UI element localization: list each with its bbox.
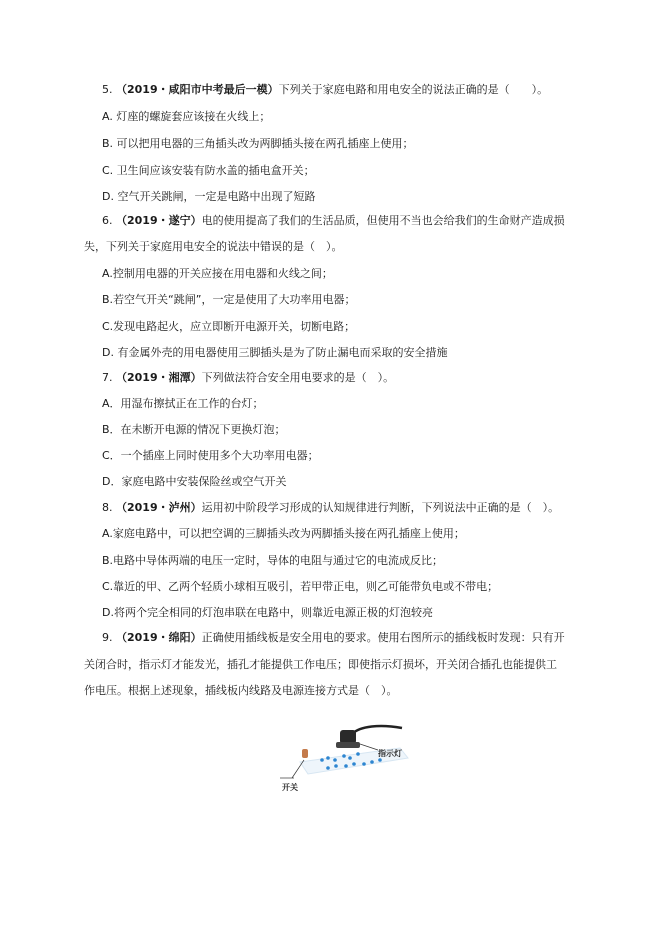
option-a: A.控制用电器的开关应接在用电器和火线之间；: [102, 267, 333, 280]
question-text: 正确使用插线板是安全用电的要求。使用右图所示的插线板时发现：只有开: [201, 631, 565, 644]
question-8-stem: [102, 500, 559, 516]
option-c: C. 卫生间应该安装有防水盖的插电盒开关；: [102, 164, 315, 177]
option-d: D．家庭电路中安装保险丝或空气开关: [102, 475, 287, 488]
switch-label: 开关: [282, 783, 298, 792]
question-7-stem: [102, 370, 394, 386]
power-strip-illustration: [280, 722, 420, 800]
option-b: B.电路中导体两端的电压一定时，导体的电阻与通过它的电流成反比；: [102, 554, 444, 567]
question-source: （2019・绵阳）: [116, 631, 202, 644]
indicator-light-label: 指示灯: [378, 749, 402, 758]
option-b: B. 可以把用电器的三角插头改为两脚插头接在两孔插座上使用；: [102, 137, 414, 150]
question-number: 7.: [102, 371, 113, 384]
option-a: A．用湿布擦拭正在工作的台灯；: [102, 397, 264, 410]
question-9-stem: [102, 630, 565, 646]
question-5-stem: [102, 82, 548, 98]
question-text: 运用初中阶段学习形成的认知规律进行判断，下列说法中正确的是（ ）。: [201, 501, 560, 514]
question-number: 5.: [102, 83, 113, 96]
question-source: （2019・泸州）: [116, 501, 202, 514]
question-number: 8.: [102, 501, 113, 514]
option-b: B．在未断开电源的情况下更换灯泡；: [102, 423, 286, 436]
question-number: 6.: [102, 214, 113, 227]
question-9-stem-cont: 作电压。根据上述现象，插线板内线路及电源连接方式是（ ）。: [84, 684, 398, 697]
question-source: （2019・遂宁）: [116, 214, 202, 227]
question-source: （2019・咸阳市中考最后一模）: [116, 83, 279, 96]
option-c: C.靠近的甲、乙两个轻质小球相互吸引，若甲带正电，则乙可能带负电或不带电；: [102, 580, 499, 593]
question-6-stem: [102, 213, 565, 229]
option-a: A. 灯座的螺旋套应该接在火线上；: [102, 110, 271, 123]
question-9-stem-cont: 关闭合时，指示灯才能发光，插孔才能提供工作电压；即使指示灯损坏，开关闭合插孔也能提供工: [84, 658, 557, 671]
question-6-stem-cont: 失，下列关于家庭用电安全的说法中错误的是（ ）。: [84, 240, 343, 253]
option-c: C.发现电路起火，应立即断开电源开关，切断电路；: [102, 320, 356, 333]
question-number: 9.: [102, 631, 113, 644]
option-d: D.将两个完全相同的灯泡串联在电路中，则靠近电源正极的灯泡较亮: [102, 606, 433, 619]
option-d: D. 有金属外壳的用电器使用三脚插头是为了防止漏电而采取的安全措施: [102, 346, 448, 359]
question-text: 下列关于家庭电路和用电安全的说法正确的是（ ）。: [278, 83, 549, 96]
option-b: B.若空气开关“跳闸”，一定是使用了大功率用电器；: [102, 293, 356, 306]
question-text: 电的使用提高了我们的生活品质，但使用不当也会给我们的生命财产造成损: [201, 214, 565, 227]
option-c: C．一个插座上同时使用多个大功率用电器；: [102, 449, 319, 462]
question-text: 下列做法符合安全用电要求的是（ ）。: [201, 371, 395, 384]
option-d: D. 空气开关跳闸，一定是电路中出现了短路: [102, 190, 316, 203]
option-a: A.家庭电路中，可以把空调的三脚插头改为两脚插头接在两孔插座上使用；: [102, 527, 465, 540]
question-source: （2019・湘潭）: [116, 371, 202, 384]
power-strip-figure: [280, 722, 420, 800]
